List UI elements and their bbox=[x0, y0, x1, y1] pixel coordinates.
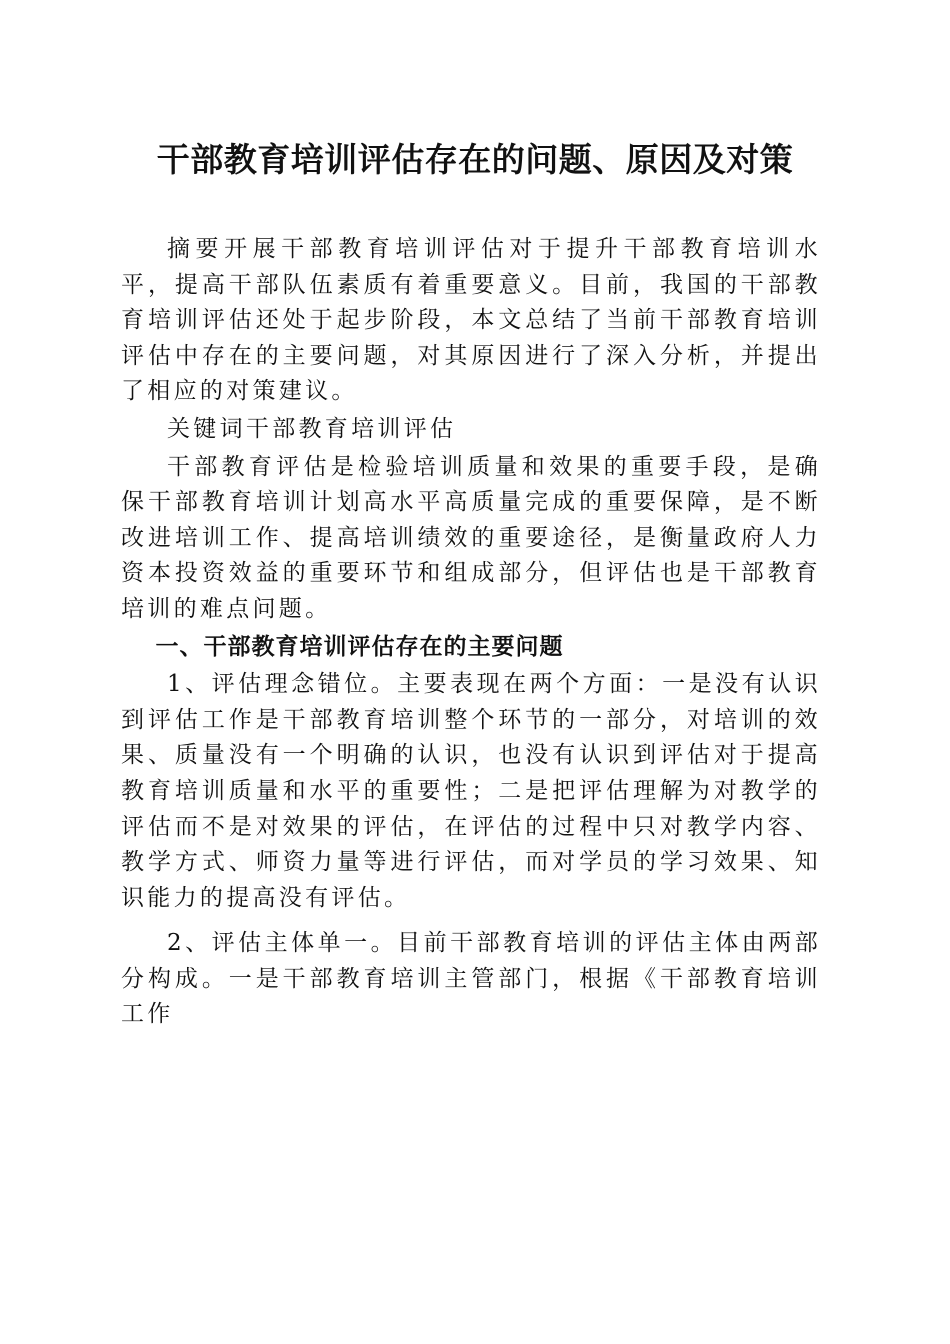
point-2-paragraph: 2、评估主体单一。目前干部教育培训的评估主体由两部分构成。一是干部教育培训主管部门，根据《干部教育培训工作 bbox=[121, 930, 821, 1028]
keywords-paragraph: 关键词干部教育培训评估 bbox=[167, 415, 457, 442]
point-1-paragraph: 1、评估理念错位。主要表现在两个方面：一是没有认识到评估工作是干部教育培训整个环节的一部分，对培训的效果、质量没有一个明确的认识，也没有认识到评估对于提高教育培训质量和水平的重要性；二是把评估理解为对教学的评估而不是对效果的评估，在评估的过程中只对教学内容、教学方式、师资力量等进行评估，而对学员的学习效果、知识能力的提高没有评估。 bbox=[121, 671, 821, 911]
abstract-paragraph: 摘要开展干部教育培训评估对于提升干部教育培训水平，提高干部队伍素质有着重要意义。目前，我国的干部教育培训评估还处于起步阶段，本文总结了当前干部教育培训评估中存在的主要问题，对其原因进行了深入分析，并提出了相应的对策建议。 bbox=[121, 236, 821, 405]
intro-paragraph: 干部教育评估是检验培训质量和效果的重要手段，是确保干部教育培训计划高水平高质量完成的重要保障，是不断改进培训工作、提高培训绩效的重要途径，是衡量政府人力资本投资效益的重要环节和组成部分，但评估也是干部教育培训的难点问题。 bbox=[121, 453, 821, 622]
section-heading: 一、干部教育培训评估存在的主要问题 bbox=[155, 633, 564, 660]
document-body bbox=[121, 232, 821, 1033]
document-title: 干部教育培训评估存在的问题、原因及对策 bbox=[156, 140, 794, 179]
